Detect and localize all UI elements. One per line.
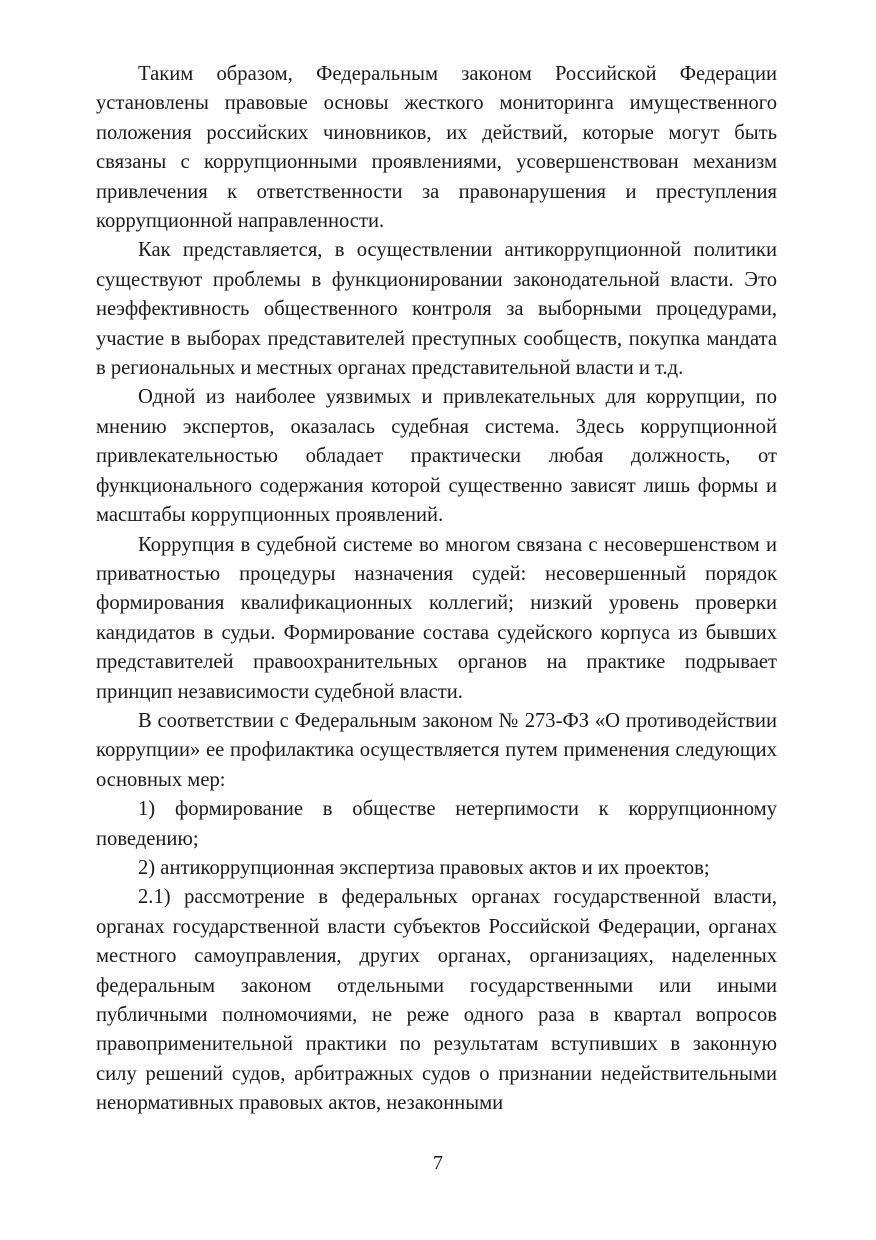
list-item-1: 1) формирование в обществе нетерпимости к коррупционному поведению; (96, 798, 777, 850)
paragraph-judicial-corruption: Коррупция в судебной системе во многом связана с несовершенством и приватностью процедуры назначения судей: несовершенный порядок формирования квалификационных коллегий; низкий уровень проверки кандидатов в судьи. Формирование состава судейского корпуса из бывших представителей правоохранительных органов на практике подрывает принцип независимости судебной власти. (96, 533, 777, 703)
list-item-2: 2) антикоррупционная экспертиза правовых актов и их проектов; (138, 856, 710, 879)
paragraph-summary: Таким образом, Федеральным законом Российской Федерации установлены правовые основы жесткого мониторинга имущественного положения российских чиновников, их действий, которые могут быть связаны с коррупционными проявлениями, усовершенствован механизм привлечения к ответственности за правонарушения и преступления коррупционной направленности. (96, 63, 777, 233)
paragraph-legislative-problems: Как представляется, в осуществлении антикоррупционной политики существуют проблемы в функционировании законодательной власти. Это неэффективность общественного контроля за выборными процедурами, участие в выборах представителей преступных сообществ, покупка мандата в региональных и местных органах представительной власти и т.д. (96, 239, 777, 380)
paragraph-law-273: В соответствии с Федеральным законом № 273-ФЗ «О противодействии коррупции» ее профилактика осуществляется путем применения следующих основных мер: (96, 709, 777, 791)
page-number: 7 (433, 1152, 443, 1174)
paragraph-judicial-system: Одной из наиболее уязвимых и привлекательных для коррупции, по мнению экспертов, оказалась судебная система. Здесь коррупционной привлекательностью обладает практически любая должность, от функционального содержания которой существенно зависят лишь формы и масштабы коррупционных проявлений. (96, 386, 777, 527)
page-body (96, 60, 777, 1119)
list-item-2-1: 2.1) рассмотрение в федеральных органах государственной власти, органах государственной власти субъектов Российской Федерации, органах местного самоуправления, других органах, организациях, наделенных федеральным законом отдельными государственными или иными публичными полномочиями, не реже одного раза в квартал вопросов правоприменительной практики по результатам вступивших в законную силу решений судов, арбитражных судов о признании недействительными ненормативных правовых актов, незаконными (96, 886, 777, 1115)
